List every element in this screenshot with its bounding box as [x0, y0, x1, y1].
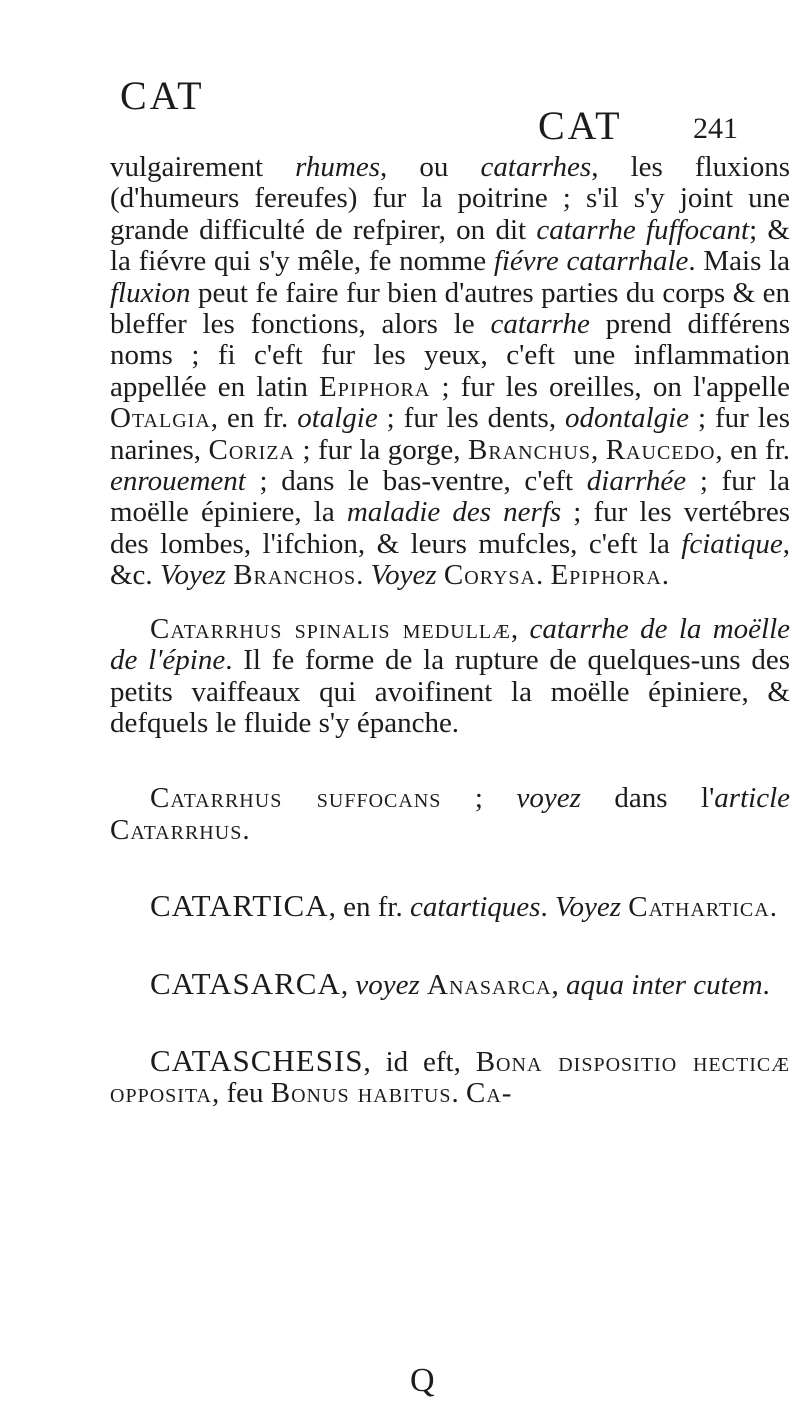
- italic-term: catarrhes: [480, 151, 592, 183]
- entry-catartica: [110, 890, 790, 923]
- small-caps-term: Branchus: [468, 433, 591, 466]
- text: [437, 559, 444, 591]
- cross-reference-voyez: Voyez: [159, 559, 226, 592]
- entry-headword: Catarrhus spinalis medullæ: [150, 612, 511, 645]
- text: ; fur les oreilles, on l'appelle: [430, 370, 790, 403]
- cross-reference-voyez: Voyez: [370, 559, 437, 592]
- small-caps-term: Coriza: [208, 433, 295, 466]
- italic-term: odontalgie: [565, 402, 690, 435]
- text: [420, 969, 427, 1001]
- cross-reference-target: Catarrhus: [110, 813, 243, 846]
- italic-term: catarrhe de la moëlle de l'épine: [110, 612, 791, 677]
- text: ,: [340, 968, 356, 1001]
- text: , les fluxions (d'humeurs fereufes) fur la poitrine ; s'il s'y joint une grande difficulté de refpirer, on dit: [110, 151, 790, 246]
- small-caps-term: Ca-: [465, 1077, 513, 1110]
- italic-term: catartiques: [409, 891, 541, 924]
- text: prend différens noms ; fi c'eft fur les yeux, c'eft une inflammation appellée en latin: [110, 308, 790, 403]
- text: ; fur les dents,: [377, 402, 566, 435]
- entry-cataschesis: [110, 1042, 790, 1110]
- entry-headword: CATASCHESIS: [150, 1042, 364, 1078]
- text: . Il fe forme de la rupture de quelques-uns des petits vaiffeaux qui avoifinent la moëlle épiniere, & defquels le fluide s'y épanche.: [110, 644, 790, 739]
- spacer: [110, 846, 790, 890]
- text: .: [451, 1077, 466, 1110]
- text: .: [661, 559, 670, 592]
- text: , ou: [380, 151, 481, 183]
- text: ; fur les narines,: [110, 402, 790, 466]
- italic-term: fluxion: [110, 276, 191, 309]
- cross-reference-target: Epiphora: [550, 559, 662, 592]
- small-caps-term: Epiphora: [319, 370, 431, 403]
- text: ; & la fiévre qui s'y mêle, fe nomme: [110, 213, 790, 278]
- cross-reference-target: Branchos: [233, 559, 357, 592]
- cross-reference-target: Anasarca: [427, 968, 552, 1001]
- text: .: [535, 559, 551, 592]
- text: ,: [510, 612, 530, 645]
- signature-mark: Q: [410, 1362, 435, 1399]
- entry-catasarca: [110, 965, 790, 1001]
- cross-reference-voyez: voyez: [355, 968, 420, 1001]
- text: ;: [441, 782, 517, 815]
- text: .: [762, 968, 770, 1001]
- small-caps-term: Raucedo: [605, 433, 716, 466]
- text: dans l': [580, 782, 715, 815]
- text: .: [242, 813, 250, 846]
- text: ; fur les vertébres des lombes, l'ifchion, & leurs mufcles, c'eft la: [110, 496, 791, 560]
- cross-reference-voyez: voyez: [516, 782, 581, 815]
- text: , &c.: [110, 527, 790, 592]
- small-caps-term: Bona dispositio hecticæ opposita: [110, 1045, 790, 1110]
- small-caps-term: Bonus habitus: [270, 1077, 452, 1110]
- text: ; dans le bas-ventre, c'eft: [245, 465, 587, 498]
- text: ,: [590, 433, 606, 466]
- text-column: [110, 152, 790, 1110]
- italic-term: catarrhe fuffocant: [536, 213, 750, 246]
- text: .: [356, 559, 371, 592]
- running-head-left: CAT: [120, 73, 205, 118]
- italic-term: aqua inter cutem: [566, 968, 763, 1001]
- italic-term: fciatique: [681, 527, 783, 560]
- text: , en fr.: [210, 402, 298, 435]
- text: ,: [551, 968, 567, 1001]
- cross-reference-target: Cathartica: [628, 891, 770, 924]
- text: peut fe faire fur bien d'autres parties du corps & en bleffer les fonctions, alors le: [110, 276, 790, 341]
- spacer: [110, 739, 790, 783]
- cross-reference-voyez: Voyez: [554, 891, 621, 924]
- italic-term: catarrhe: [490, 308, 590, 341]
- entry-headword: Catarrhus suffocans: [150, 782, 442, 815]
- italic-term: enrouement: [110, 465, 246, 498]
- text: , en fr.: [715, 433, 790, 466]
- text: .: [769, 891, 777, 924]
- spacer: [110, 592, 790, 614]
- small-caps-term: Otalgia: [110, 402, 211, 435]
- running-head-right: CAT: [538, 103, 623, 148]
- paragraph-catarrhe-continuation: [110, 152, 790, 592]
- italic-term: fiévre catarrhale: [493, 245, 689, 278]
- text: vulgairement: [110, 151, 296, 183]
- text: , en fr.: [328, 891, 410, 924]
- spacer: [110, 1001, 790, 1045]
- italic-term: maladie des nerfs: [346, 496, 562, 529]
- cross-reference-target: Corysa: [443, 559, 536, 592]
- text: , id eft,: [363, 1045, 476, 1078]
- entry-headword: CATARTICA: [150, 888, 329, 924]
- text: ; fur la gorge,: [294, 433, 469, 466]
- italic-term: otalgie: [297, 402, 378, 435]
- text: , feu: [211, 1077, 271, 1110]
- text: . Mais la: [688, 245, 791, 278]
- text: .: [540, 891, 555, 924]
- spacer: [110, 924, 790, 968]
- italic-term: rhumes: [295, 151, 381, 183]
- entry-headword: CATASARCA: [150, 965, 341, 1001]
- page-number: 241: [693, 112, 738, 145]
- italic-term: diarrhée: [586, 465, 687, 498]
- italic-term: article: [714, 782, 790, 815]
- entry-catarrhus-suffocans: [110, 783, 790, 846]
- text: ; fur la moëlle épiniere, la: [110, 465, 790, 529]
- entry-catarrhus-spinalis: [110, 614, 790, 740]
